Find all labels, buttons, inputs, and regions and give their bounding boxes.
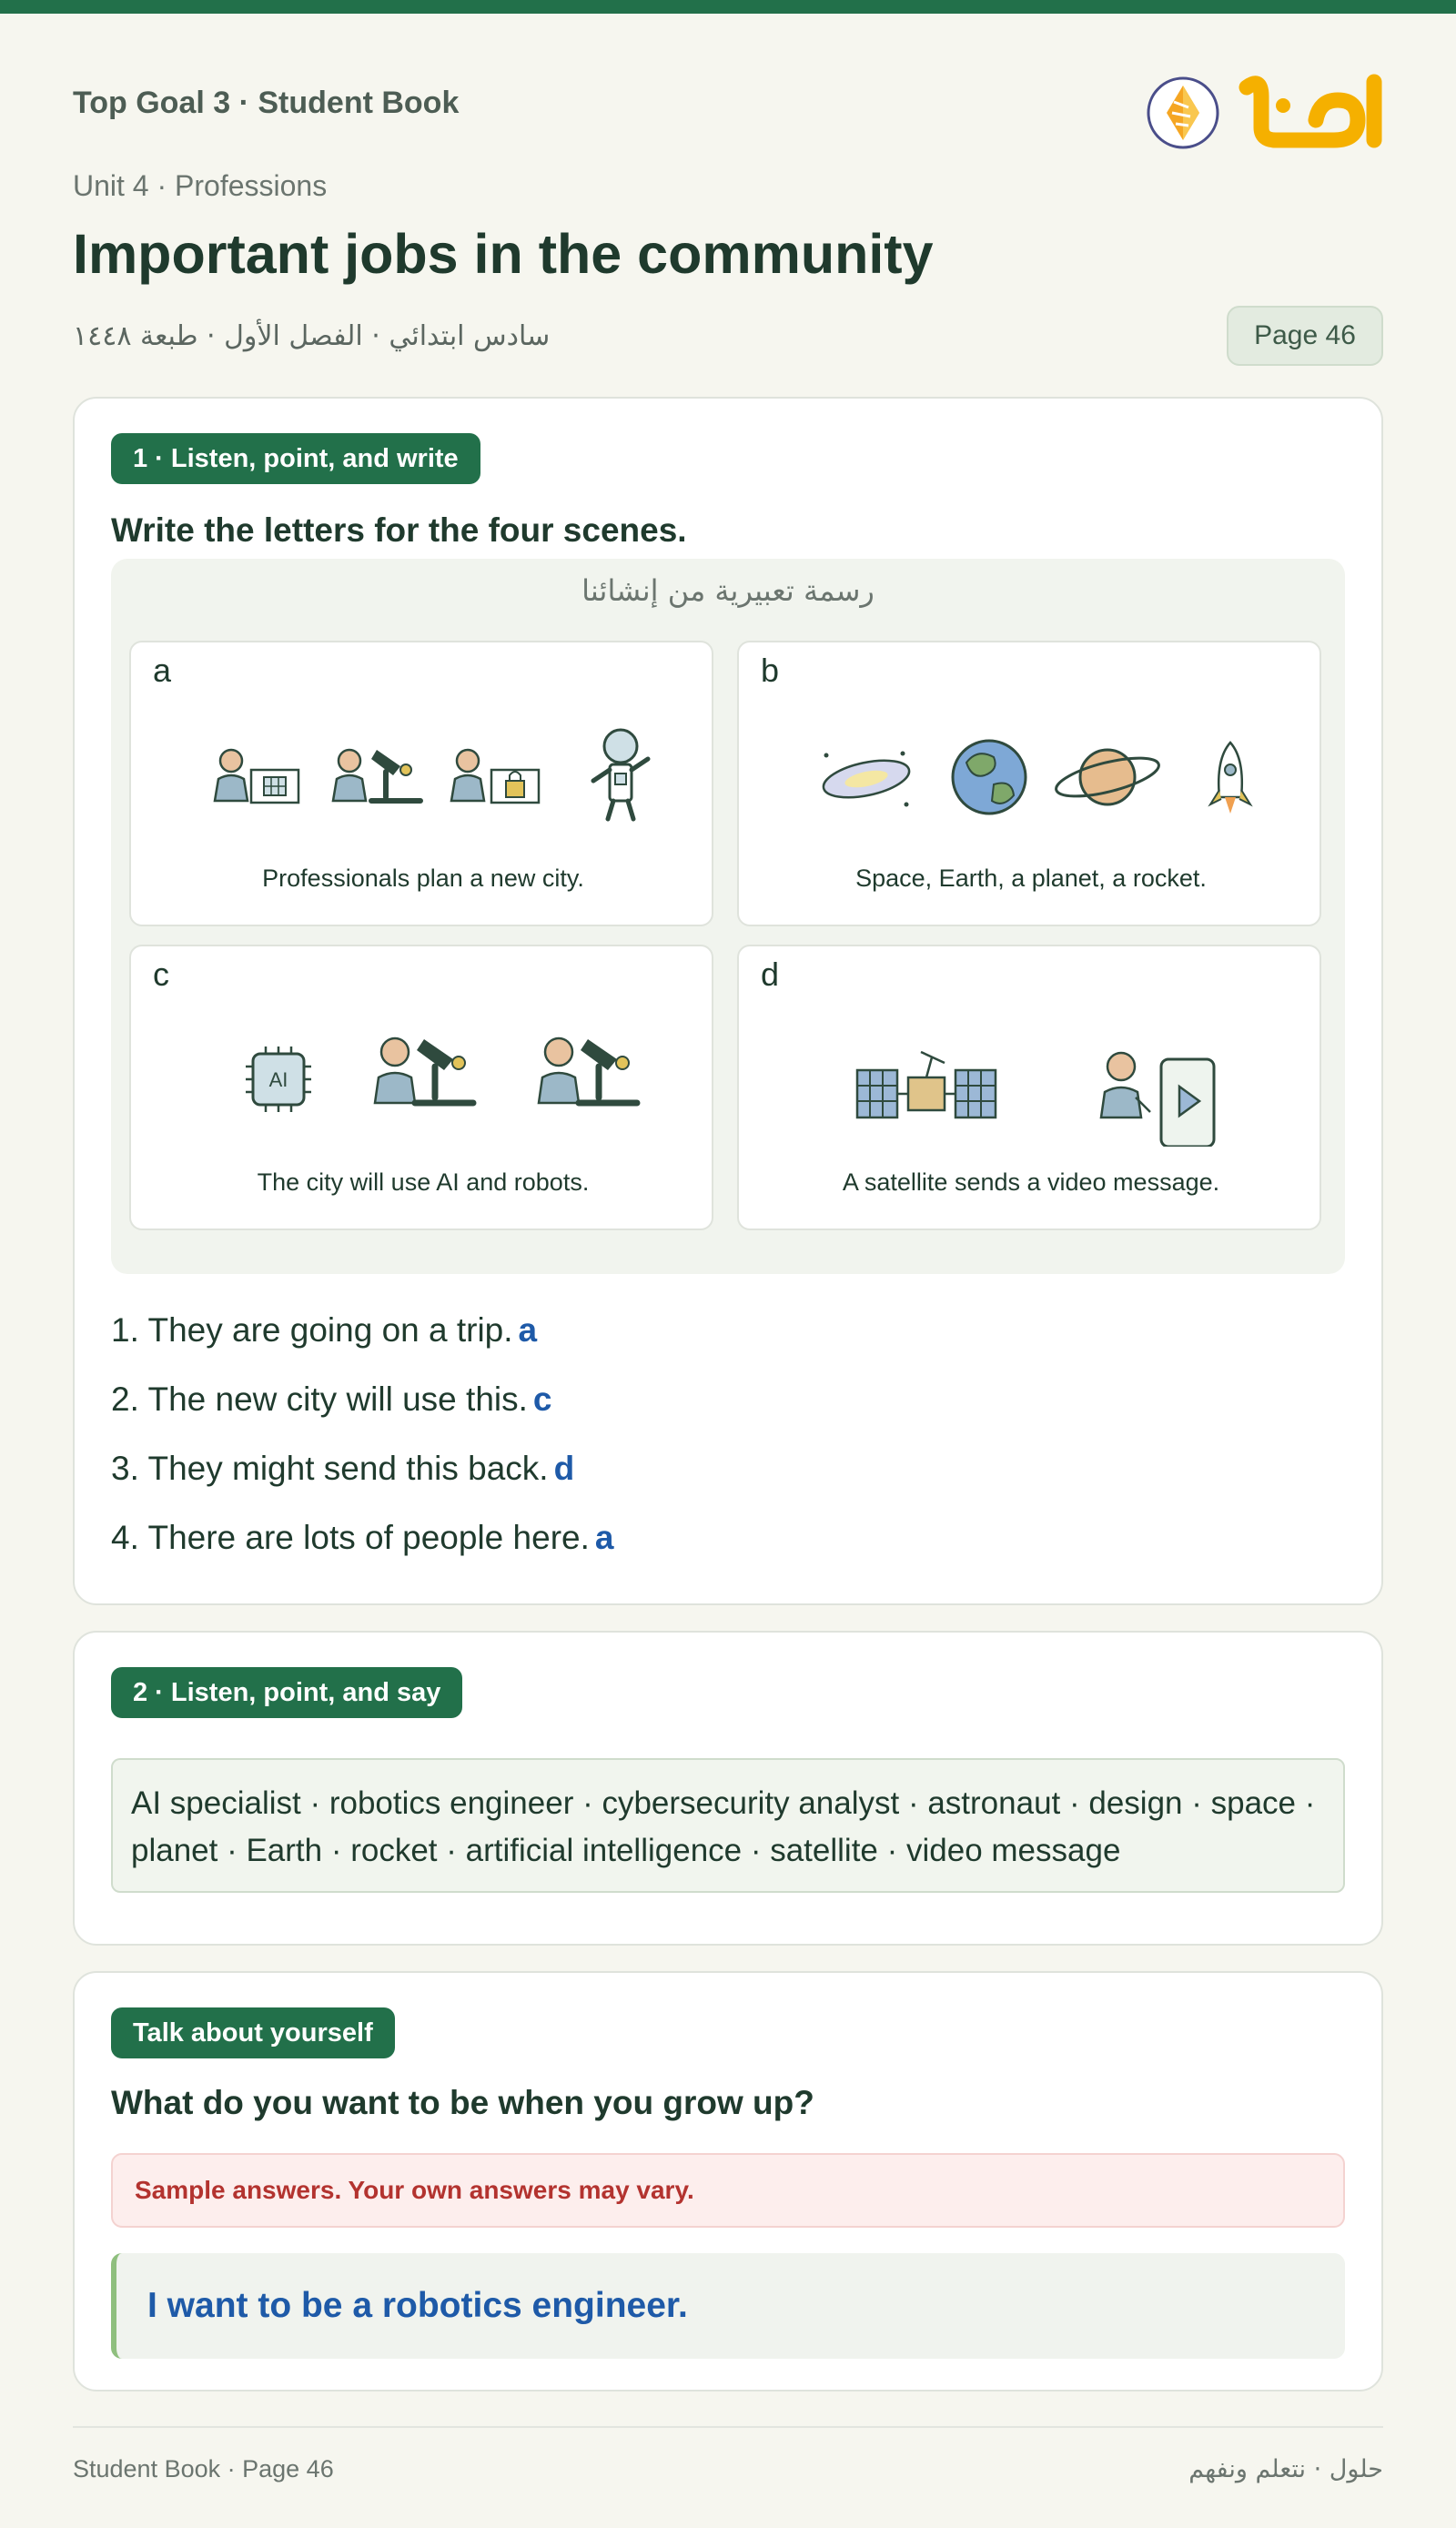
panel-c-art <box>131 1010 715 1147</box>
scene-illustration-area <box>111 559 1345 1274</box>
page-header <box>73 80 1383 153</box>
astronaut-icon <box>593 730 648 819</box>
question-list <box>111 1296 613 1572</box>
arabic-grade-meta: سادس ابتدائي · الفصل الأول · طبعة ١٤٤٨ <box>73 320 551 352</box>
question-text: 4. There are lots of people here. <box>111 1519 590 1556</box>
footer-brand-tagline: حلول · نتعلم ونفهم <box>1188 2455 1383 2483</box>
person-microscope-icon <box>333 750 420 801</box>
person-microscope-icon <box>375 1038 473 1103</box>
answer-letter: d <box>553 1450 575 1487</box>
answer-letter: a <box>518 1311 538 1349</box>
hulul-logo-icon <box>1147 60 1383 160</box>
svg-text:AI: AI <box>268 1068 288 1091</box>
sample-answer: I want to be a robotics engineer. <box>111 2253 1345 2359</box>
panel-caption: Space, Earth, a planet, a rocket. <box>855 865 1207 892</box>
section-1-pill: 1 · Listen, point, and write <box>111 433 480 484</box>
word-bank: AI specialist · robotics engineer · cybersecurity analyst · astronaut · design · space · planet · Earth · rocket · artificial intelligence · satellite · video message <box>111 1758 1345 1893</box>
scene-panel-b <box>737 641 1321 926</box>
ai-chip-icon <box>246 1047 311 1112</box>
panel-letter: c <box>153 956 169 993</box>
panel-caption: Professionals plan a new city. <box>262 865 584 892</box>
top-accent-bar <box>0 0 1456 14</box>
section-talk-about-yourself <box>73 1971 1383 2391</box>
sample-answers-note: Sample answers. Your own answers may vary. <box>111 2153 1345 2228</box>
page-badge: Page 46 <box>1227 306 1383 366</box>
scene-panel-c <box>129 945 713 1230</box>
section-2-pill: 2 · Listen, point, and say <box>111 1667 462 1718</box>
section-3-pill: Talk about yourself <box>111 2007 395 2058</box>
satellite-icon <box>857 1052 996 1117</box>
question-item <box>111 1365 613 1434</box>
question-item <box>111 1296 613 1365</box>
planet-icon <box>1053 750 1162 804</box>
answer-letter: a <box>594 1519 614 1556</box>
person-video-icon <box>1101 1053 1214 1147</box>
section-1-prompt: Write the letters for the four scenes. <box>111 511 687 549</box>
person-lock-icon <box>451 750 539 803</box>
panel-letter: a <box>153 652 172 689</box>
panel-caption: A satellite sends a video message. <box>842 1168 1220 1196</box>
person-microscope-icon <box>539 1038 637 1103</box>
section-3-prompt: What do you want to be when you grow up? <box>111 2084 814 2121</box>
answer-letter: c <box>532 1380 552 1418</box>
section-listen-point-say <box>73 1631 1383 1946</box>
question-item <box>111 1503 613 1572</box>
galaxy-icon <box>820 752 912 807</box>
unit-line: Unit 4 · Professions <box>73 169 328 202</box>
person-board-icon <box>215 750 298 803</box>
question-text: 3. They might send this back. <box>111 1450 549 1487</box>
scene-note-arabic: رسمة تعبيرية من إنشائنا <box>581 573 875 608</box>
panel-letter: d <box>761 956 780 993</box>
section-listen-point-write <box>73 397 1383 1605</box>
panel-b-art <box>739 706 1323 843</box>
question-text: 2. The new city will use this. <box>111 1380 528 1418</box>
footer-divider <box>73 2426 1383 2428</box>
book-title: Top Goal 3 · Student Book <box>73 86 460 120</box>
panel-letter: b <box>761 652 780 689</box>
page-title: Important jobs in the community <box>73 223 934 285</box>
question-text: 1. They are going on a trip. <box>111 1311 513 1349</box>
panel-caption: The city will use AI and robots. <box>257 1168 590 1196</box>
earth-icon <box>953 741 1026 814</box>
panel-a-art <box>131 706 715 843</box>
scene-panel-a <box>129 641 713 926</box>
panel-d-art <box>739 1010 1323 1147</box>
rocket-icon <box>1210 743 1250 814</box>
question-item <box>111 1434 613 1503</box>
footer-page-label: Student Book · Page 46 <box>73 2455 334 2482</box>
scene-panel-d <box>737 945 1321 1230</box>
